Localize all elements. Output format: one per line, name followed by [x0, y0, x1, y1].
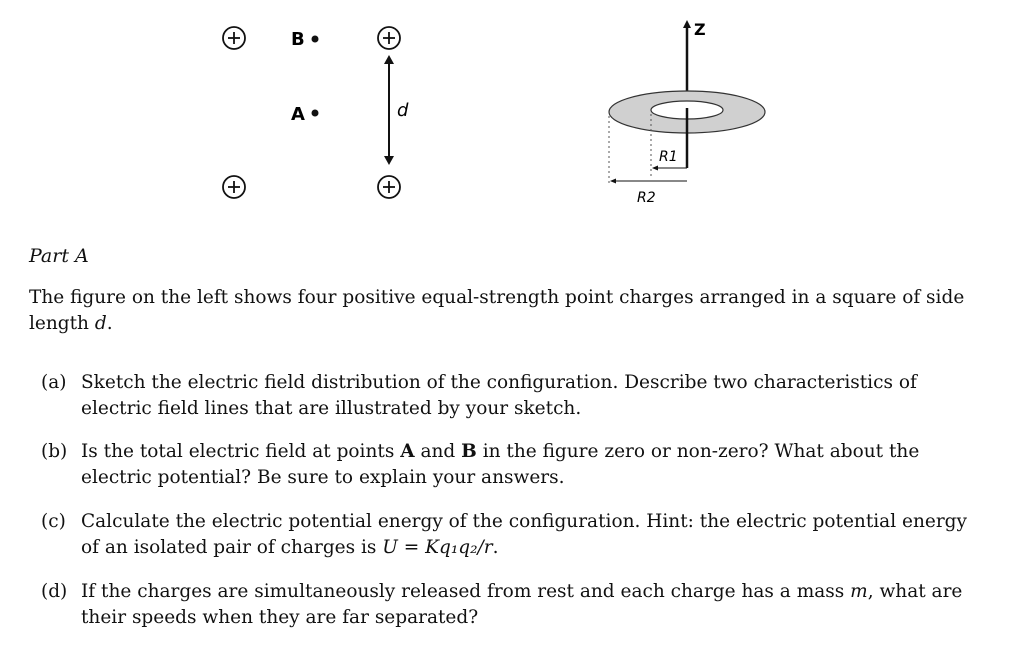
question-text: If the charges are simultaneously released from rest and each charge has a mass m, what are their speeds when they are far separated? [81, 581, 963, 628]
question-d [41, 579, 971, 631]
charge-top-right [378, 27, 400, 49]
question-c [41, 509, 971, 561]
intro-paragraph: The figure on the left shows four positive equal-strength point charges arranged in a square of side length d. [29, 287, 965, 334]
point-a-label: A [291, 104, 305, 125]
charge-bottom-left [223, 176, 245, 198]
question-text: Calculate the electric potential energy of the configuration. Hint: the electric potential energy of an isolated pair of charges is U = Kq₁q₂/r. [81, 511, 967, 558]
question-label: (b) [41, 441, 68, 462]
r2-label: R2 [637, 190, 656, 206]
point-a-dot [312, 110, 319, 117]
question-label: (a) [41, 372, 67, 393]
formula: U = Kq₁q₂/r [382, 537, 493, 558]
charge-bottom-right [378, 176, 400, 198]
intro-var: d [94, 313, 107, 334]
r1-label: R1 [659, 149, 678, 165]
figures [0, 0, 1024, 240]
question-label: (c) [41, 511, 66, 532]
z-axis-label: Z [694, 20, 706, 39]
part-title: Part A [29, 245, 89, 267]
question-a [41, 370, 971, 422]
side-length-label: d [397, 100, 409, 121]
point-b-dot [312, 36, 319, 43]
z-axis-arrowhead [683, 20, 691, 28]
charge-top-left [223, 27, 245, 49]
question-text: Is the total electric field at points A and B in the figure zero or non-zero? What about the electric potential? Be sure to explain your answers. [81, 441, 920, 488]
distance-arrow [384, 55, 394, 165]
point-b-label: B [291, 29, 305, 50]
intro-text: The figure on the left shows four positive equal-strength point charges arranged in a square of side length [29, 287, 965, 334]
question-text: Sketch the electric field distribution of the configuration. Describe two characteristics of electric field lines that are illustrated by your sketch. [81, 372, 917, 419]
question-b [41, 439, 971, 491]
question-label: (d) [41, 581, 68, 602]
